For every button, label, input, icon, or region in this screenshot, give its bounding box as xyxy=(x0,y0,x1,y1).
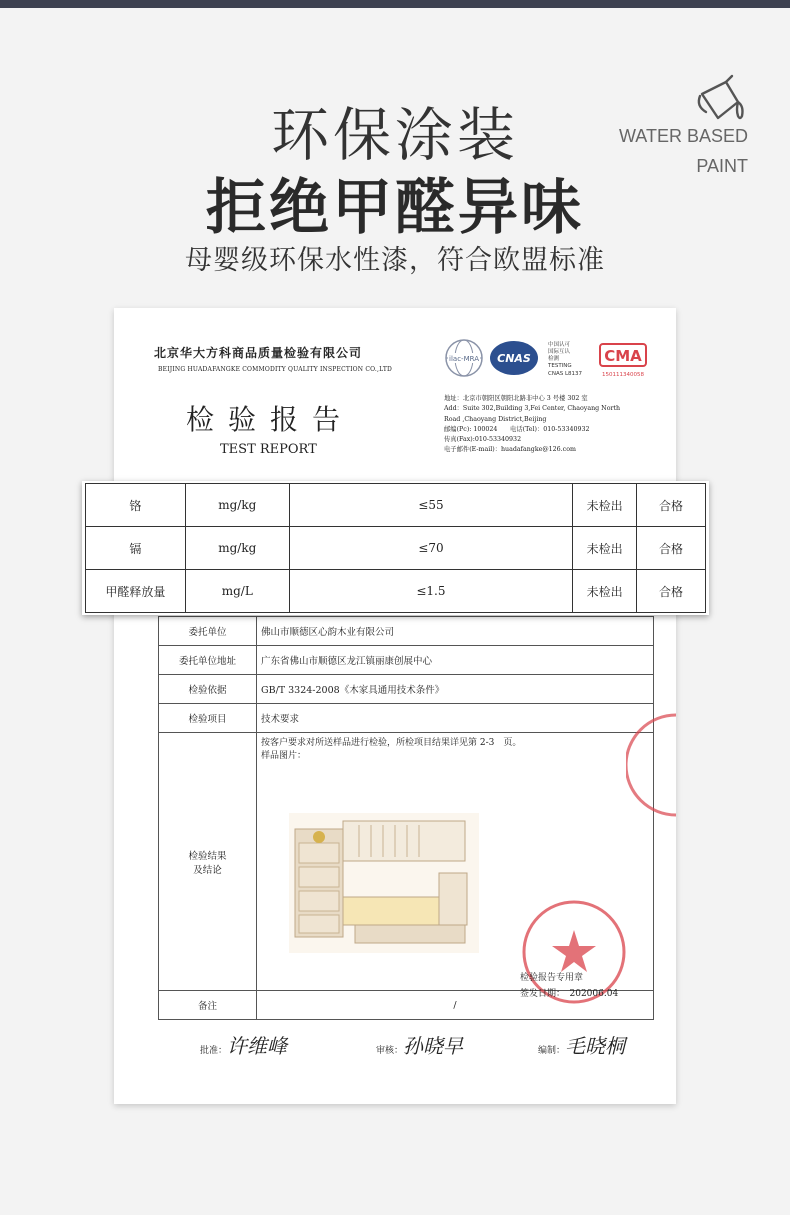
result-judge: 合格 xyxy=(637,527,706,570)
headline-no-formaldehyde: 拒绝甲醛异味 xyxy=(206,173,584,243)
address-line: 邮编(Pc): 100024 电话(Tel)：010-53340932 xyxy=(444,425,590,433)
form-label: 检验依据 xyxy=(159,675,257,704)
result-value: 未检出 xyxy=(573,570,637,613)
review-signature: 审核：孙晓早 xyxy=(376,1034,464,1058)
org-name-cn: 北京华大方科商品质量检验有限公司 xyxy=(154,346,363,360)
result-unit: mg/kg xyxy=(185,484,289,527)
results-table xyxy=(85,483,706,613)
svg-text:国际互认: 国际互认 xyxy=(548,349,571,355)
ilac-mra-logo xyxy=(446,340,482,376)
paint-label: PAINT xyxy=(696,156,748,176)
org-address xyxy=(444,394,670,456)
address-line: 地址：北京市朝阳区朝阳北路非中心 3 号楼 302 室 xyxy=(444,395,588,402)
svg-text:ilac-MRA: ilac-MRA xyxy=(449,355,479,363)
result-judge: 合格 xyxy=(637,570,706,613)
official-stamp-edge xyxy=(626,710,676,820)
top-accent-bar xyxy=(0,0,790,8)
result-unit: mg/L xyxy=(185,570,289,613)
result-item: 铬 xyxy=(86,484,186,527)
cma-logo xyxy=(600,344,646,378)
results-table-callout xyxy=(82,481,709,615)
headline-subtitle: 母婴级环保水性漆，符合欧盟标准 xyxy=(185,245,605,276)
result-judge: 合格 xyxy=(637,484,706,527)
result-limit: ≤70 xyxy=(289,527,573,570)
paint-bucket-icon xyxy=(692,72,748,124)
edit-signature: 编制：毛晓桐 xyxy=(538,1034,626,1058)
results-row xyxy=(86,484,706,527)
svg-text:CMA: CMA xyxy=(604,347,642,365)
result-value: 未检出 xyxy=(573,527,637,570)
result-limit: ≤1.5 xyxy=(289,570,573,613)
address-line: Road ,Chaoyang District,Beijing xyxy=(444,415,547,423)
form-label: 检验项目 xyxy=(159,704,257,733)
form-row xyxy=(159,617,654,646)
form-row xyxy=(159,704,654,733)
svg-text:TESTING: TESTING xyxy=(548,363,572,369)
svg-text:150111340058: 150111340058 xyxy=(602,372,644,378)
address-line: 电子邮件(E-mail)：huadafangke@126.com xyxy=(444,446,576,454)
report-title-en: TEST REPORT xyxy=(220,442,317,457)
sign-date: 签发日期： 202006.04 xyxy=(520,989,619,999)
form-value: GB/T 3324-2008《木家具通用技术条件》 xyxy=(257,675,654,704)
result-value: 未检出 xyxy=(573,484,637,527)
approve-signature: 批准：许维峰 xyxy=(200,1034,288,1058)
result-item: 甲醛释放量 xyxy=(86,570,186,613)
bunk-bed-sample-image xyxy=(289,813,479,953)
form-value: 技术要求 xyxy=(257,704,654,733)
remark-value: / xyxy=(257,991,654,1020)
svg-text:检测: 检测 xyxy=(548,356,560,362)
form-label: 委托单位 xyxy=(159,617,257,646)
result-limit: ≤55 xyxy=(289,484,573,527)
form-value: 广东省佛山市顺德区龙江镇丽康创展中心 xyxy=(257,646,654,675)
form-row xyxy=(159,675,654,704)
report-title-cn: 检验报告 xyxy=(186,403,355,436)
results-row xyxy=(86,570,706,613)
svg-text:中国认可: 中国认可 xyxy=(548,342,571,348)
form-value: 佛山市顺德区心韵木业有限公司 xyxy=(257,617,654,646)
headline-eco-coating: 环保涂装 xyxy=(270,101,519,169)
svg-text:CNAS L8137: CNAS L8137 xyxy=(548,371,583,377)
results-row xyxy=(86,527,706,570)
result-text: 按客户要求对所送样品进行检验，所检项目结果详见第 2-3 页。 样品图片： xyxy=(261,738,522,761)
cnas-logo xyxy=(490,341,538,375)
svg-text:CNAS: CNAS xyxy=(497,352,531,365)
stamp-label: 检验报告专用章 xyxy=(520,973,584,983)
result-item: 镉 xyxy=(86,527,186,570)
remark-label: 备注 xyxy=(159,991,257,1020)
form-row xyxy=(159,646,654,675)
water-based-label: WATER BASED xyxy=(618,126,748,146)
certification-logos xyxy=(444,338,664,382)
address-line: Add：Suite 302,Building 3,Fei Center, Chaoyang North xyxy=(444,405,621,413)
result-unit: mg/kg xyxy=(185,527,289,570)
result-label: 检验结果 及结论 xyxy=(159,733,257,991)
test-report-document xyxy=(114,308,676,1104)
form-label: 委托单位地址 xyxy=(159,646,257,675)
address-line: 传真(Fax):010-53340932 xyxy=(444,436,522,444)
org-name-en: BEIJING HUADAFANGKE COMMODITY QUALITY INSPECTION CO.,LTD xyxy=(158,366,393,373)
